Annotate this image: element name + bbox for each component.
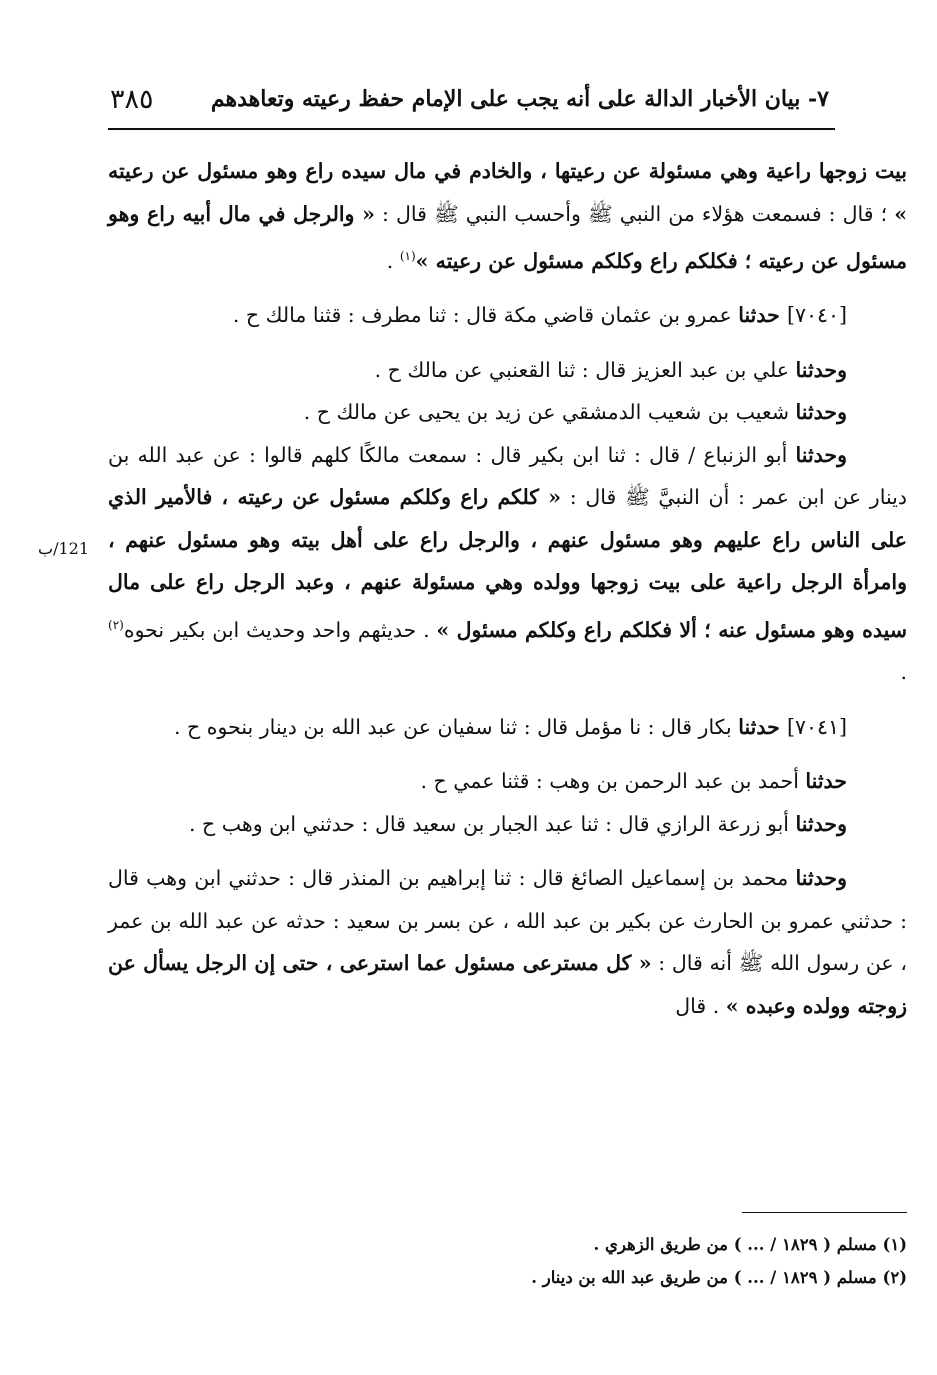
isnad-text: شعيب بن شعيب الدمشقي عن زيد بن يحيى عن مالك ح . xyxy=(303,400,796,425)
footnote-ref: (٢) xyxy=(108,617,124,632)
narration-keyword: حدثنا xyxy=(738,714,787,739)
isnad-line xyxy=(108,803,907,846)
paragraph-continuation xyxy=(108,150,907,282)
isnad-text: محمد بن إسماعيل الصائغ قال : ثنا إبراهيم بن المنذر قال : حدثني ابن وهب قال : حدثني عمرو بن الحارث عن بكير بن عبد الله ، عن بسر بن سعيد : حدثه عن عبد الله بن عمر ، عن رسول الله ﷺ أنه قال : xyxy=(108,866,907,976)
isnad-line xyxy=(108,760,907,803)
isnad-paragraph xyxy=(108,434,907,694)
isnad-text: أبو الزنباع / قال : ثنا ابن بكير قال : سمعت مالكًا كلهم قالوا : عن عبد الله بن دينار عن ابن عمر : أن النبيَّ ﷺ قال : xyxy=(108,442,907,510)
narration-text: ؛ قال : فسمعت هؤلاء من النبي ﷺ وأحسب النبي ﷺ قال : xyxy=(374,201,895,226)
page-header xyxy=(110,82,829,122)
isnad-text: عمرو بن عثمان قاضي مكة قال : ثنا مطرف : قثنا مالك ح . xyxy=(232,303,739,328)
chapter-title: ٧- بيان الأخبار الدالة على أنه يجب على الإمام حفظ رعيته وتعاهدهم xyxy=(210,86,829,112)
hadith-7041 xyxy=(108,706,907,749)
header-divider xyxy=(108,128,835,130)
hadith-text: « كلكم راع وكلكم مسئول عن رعيته ، فالأمير الذي على الناس راع عليهم وهو مسئول عنهم ، والرجل راع على أهل بيته وهو مسئول عنهم ، وامرأة الرجل راعية على بيت زوجها وولده وهي مسئولة عنهم ، وعبد الرجل راع على مال سيده وهو مسئول عنه ؛ ألا فكلكم راع وكلكم مسئول » xyxy=(108,485,907,642)
narration-keyword: وحدثنا xyxy=(795,866,847,891)
narration-keyword: وحدثنا xyxy=(795,400,847,425)
isnad-text: علي بن عبد العزيز قال : ثنا القعنبي عن مالك ح . xyxy=(374,357,796,382)
hadith-text: « كل مسترعى مسئول عما استرعى ، حتى إن الرجل يسأل عن زوجته وولده وعبده » xyxy=(108,951,907,1018)
page-number: ٣٨٥ xyxy=(110,84,154,115)
footnote-1: (١) مسلم ( ١٨٢٩ / ... ) من طريق الزهري . xyxy=(593,1235,907,1254)
isnad-text: بكار قال : نا مؤمل قال : ثنا سفيان عن عبد الله بن دينار بنحوه ح . xyxy=(173,714,739,739)
hadith-number: [٧٠٤٠] xyxy=(786,303,847,328)
isnad-text: أحمد بن عبد الرحمن بن وهب : قثنا عمي ح . xyxy=(420,769,806,794)
narration-keyword: وحدثنا xyxy=(795,442,847,467)
hadith-text: « والرجل في مال أبيه راع وهو مسئول عن رعيته ؛ فكلكم راع وكلكم مسئول عن رعيته » xyxy=(108,201,907,273)
narration-keyword: وحدثنا xyxy=(795,357,847,382)
isnad-line xyxy=(108,349,907,392)
isnad-line xyxy=(108,391,907,434)
main-text xyxy=(108,150,907,1027)
narration-text: . حديثهم واحد وحديث ابن بكير نحوه xyxy=(123,617,437,642)
narration-keyword: حدثنا xyxy=(738,303,787,328)
isnad-paragraph xyxy=(108,857,907,1027)
isnad-text: أبو زرعة الرازي قال : ثنا عبد الجبار بن سعيد قال : حدثني ابن وهب ح . xyxy=(188,811,796,836)
footnote-ref: (١) xyxy=(399,249,416,263)
manuscript-folio-note: 121/ب xyxy=(38,539,89,558)
hadith-7040 xyxy=(108,294,907,337)
punctuation: . xyxy=(386,248,400,273)
narration-text: . قال xyxy=(675,993,726,1018)
punctuation: . xyxy=(900,660,907,685)
footnotes xyxy=(400,1228,907,1294)
narration-keyword: وحدثنا xyxy=(795,811,847,836)
footnote-2: (٢) مسلم ( ١٨٢٩ / ... ) من طريق عبد الله بن دينار . xyxy=(531,1268,907,1287)
hadith-number: [٧٠٤١] xyxy=(786,714,847,739)
hadith-text: بيت زوجها راعية وهي مسئولة عن رعيتها ، والخادم في مال سيده راع وهو مسئول عن رعيته » xyxy=(108,159,908,226)
footnote-divider xyxy=(742,1212,907,1213)
narration-keyword: حدثنا xyxy=(805,769,847,794)
